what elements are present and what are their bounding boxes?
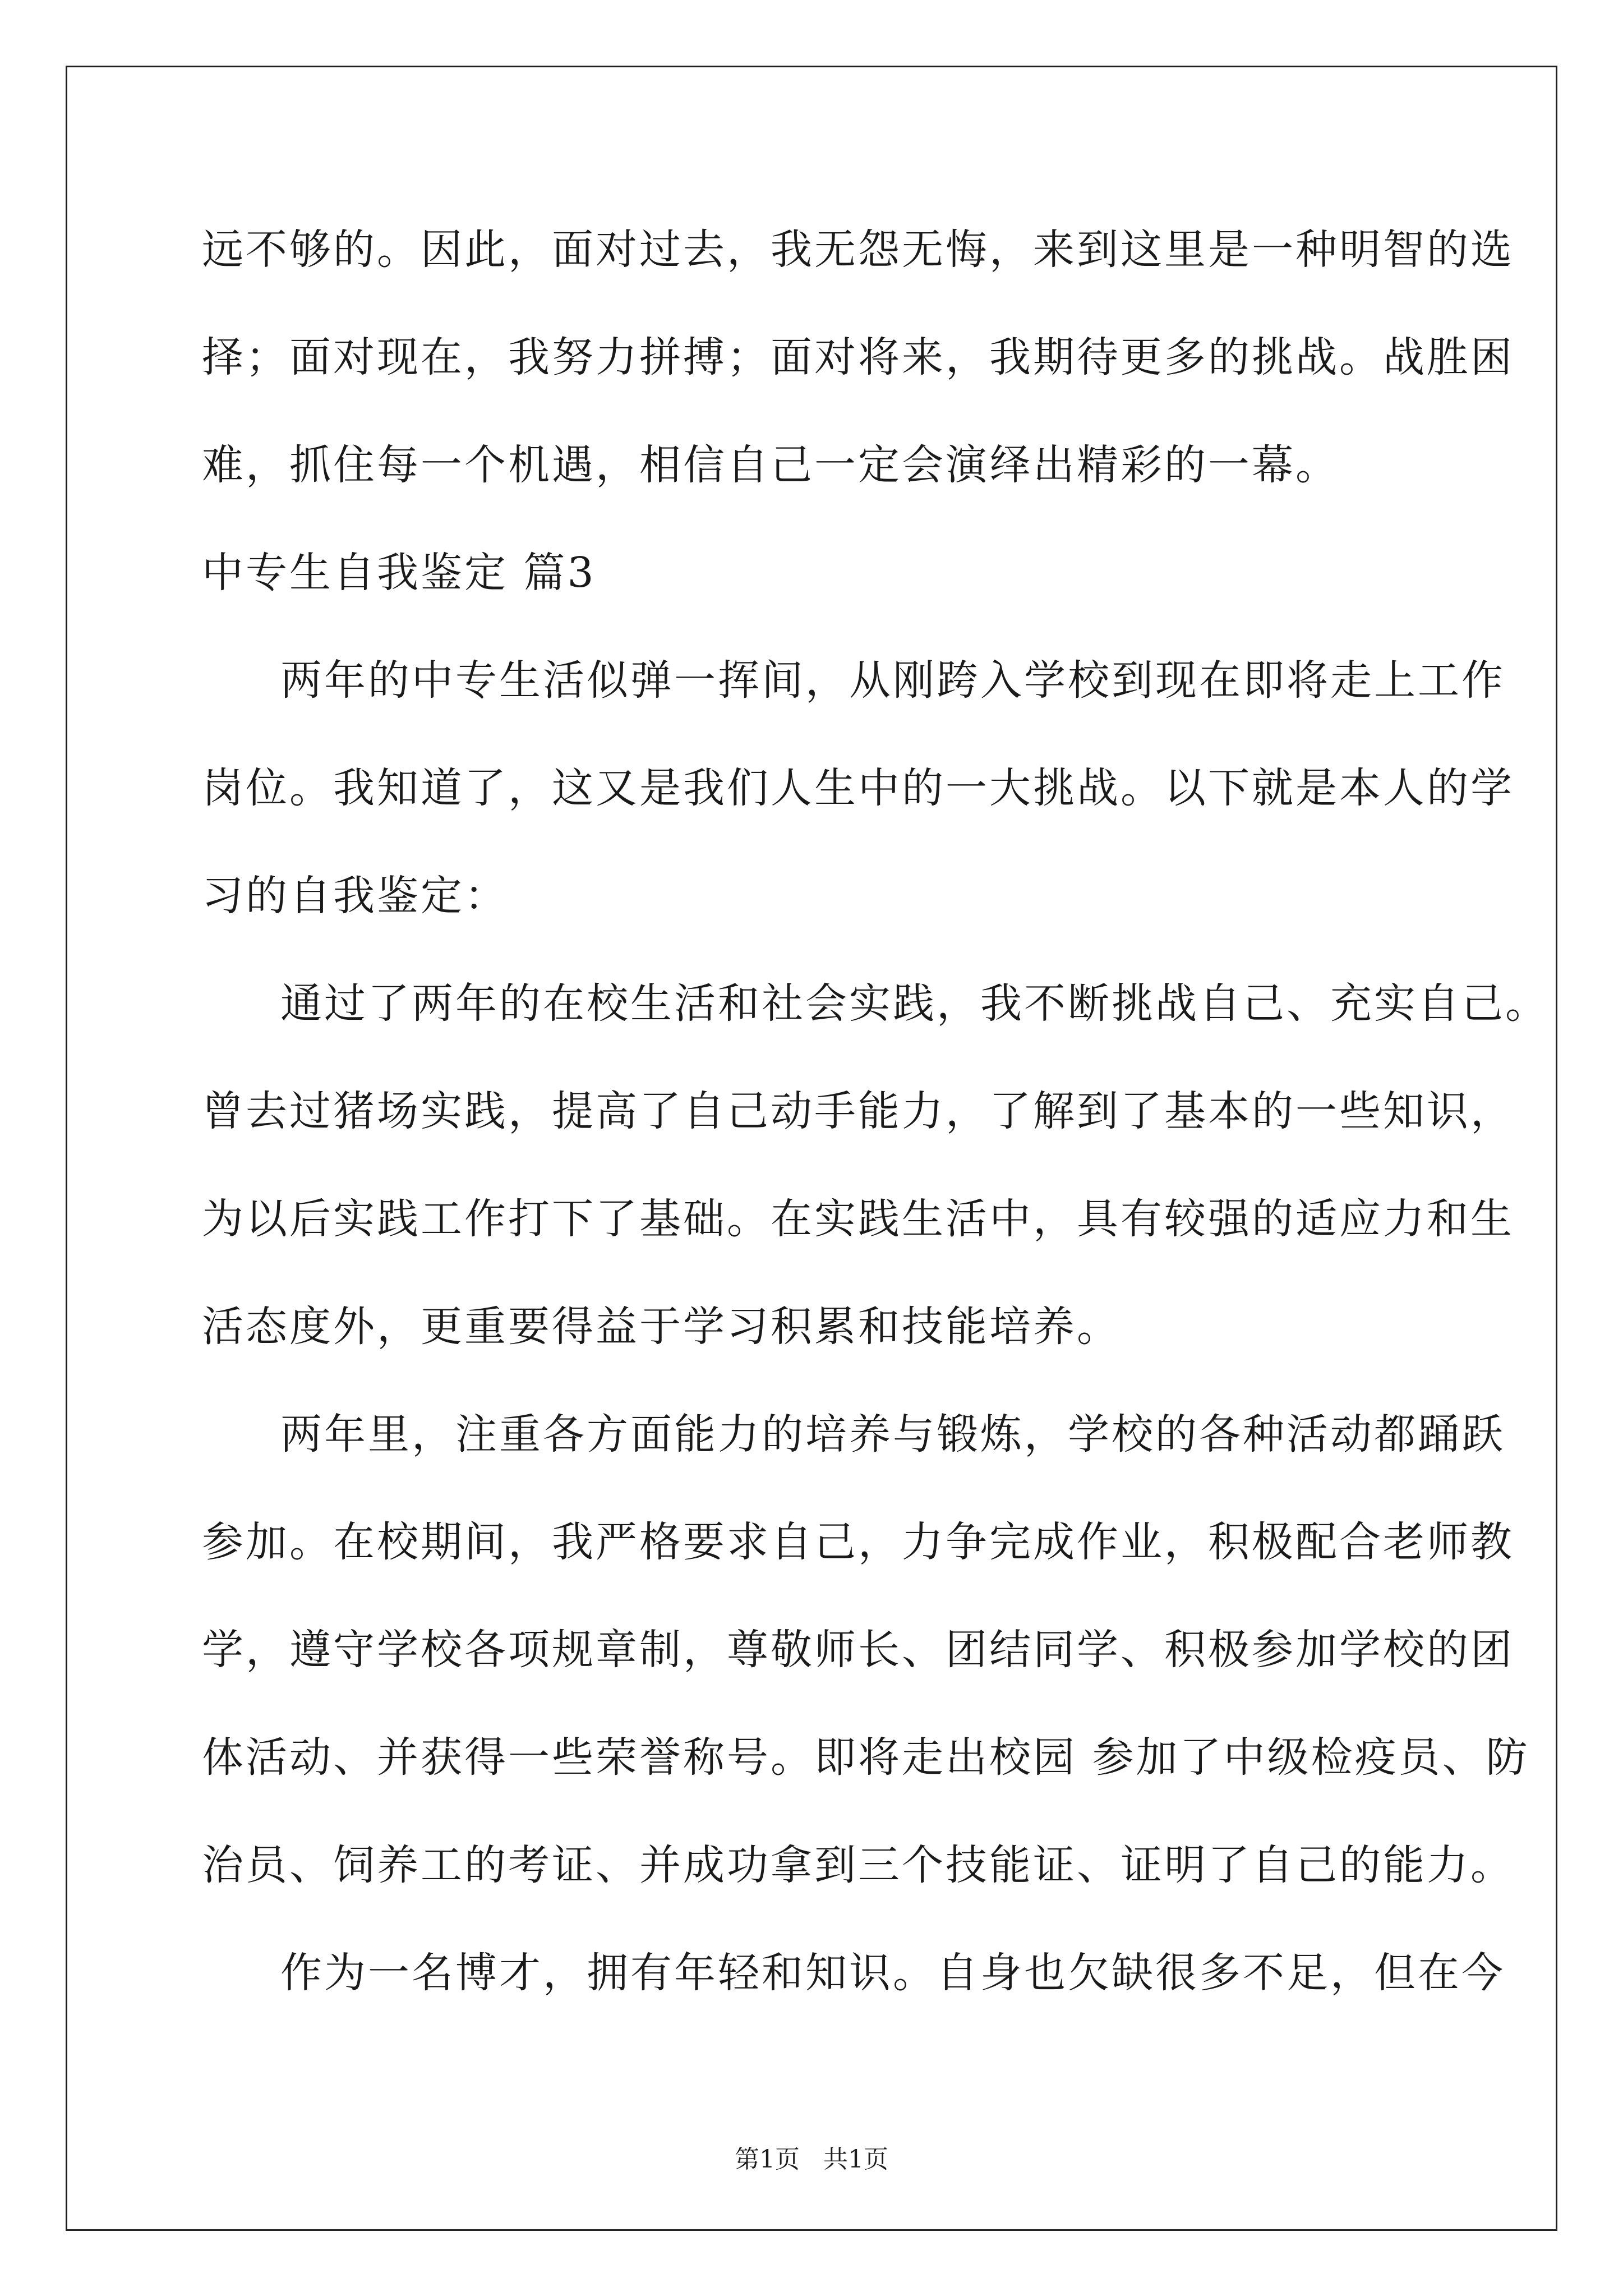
text-line: 两年的中专生活似弹一挥间，从刚跨入学校到现在即将走上工作 [280,656,1505,705]
text-line: 活态度外，更重要得益于学习积累和技能培养。 [202,1303,1121,1351]
text-line: 为以后实践工作打下了基础。在实践生活中，具有较强的适应力和生 [202,1195,1514,1243]
text-line: 作为一名博才，拥有年轻和知识。自身也欠缺很多不足，但在今 [280,1949,1505,1997]
section-heading: 中专生自我鉴定 篇3 [202,549,596,597]
text-line: 两年里，注重各方面能力的培养与锻炼，学校的各种活动都踊跃 [280,1410,1505,1458]
text-line: 难，抓住每一个机遇，相信自己一定会演绎出精彩的一幕。 [202,441,1339,489]
text-line: 习的自我鉴定： [202,872,508,920]
text-line: 岗位。我知道了，这又是我们人生中的一大挑战。以下就是本人的学 [202,764,1514,812]
text-line: 择；面对现在，我努力拼搏；面对将来，我期待更多的挑战。战胜困 [202,333,1514,381]
text-line: 治员、饲养工的考证、并成功拿到三个技能证、证明了自己的能力。 [202,1841,1514,1889]
text-line: 体活动、并获得一些荣誉称号。即将走出校园 参加了中级检疫员、防 [202,1733,1530,1782]
text-line: 参加。在校期间，我严格要求自己，力争完成作业，积极配合老师教 [202,1518,1514,1566]
text-line: 学，遵守学校各项规章制，尊敬师长、团结同学、积极参加学校的团 [202,1626,1514,1674]
page-number-footer: 第1页 共1页 [735,2145,888,2174]
text-line: 远不够的。因此，面对过去，我无怨无悔，来到这里是一种明智的选 [202,226,1514,274]
text-line: 曾去过猪场实践，提高了自己动手能力，了解到了基本的一些知识， [202,1087,1514,1135]
page-border [66,66,1557,2231]
text-line: 通过了两年的在校生活和社会实践，我不断挑战自己、充实自己。 [280,979,1549,1028]
